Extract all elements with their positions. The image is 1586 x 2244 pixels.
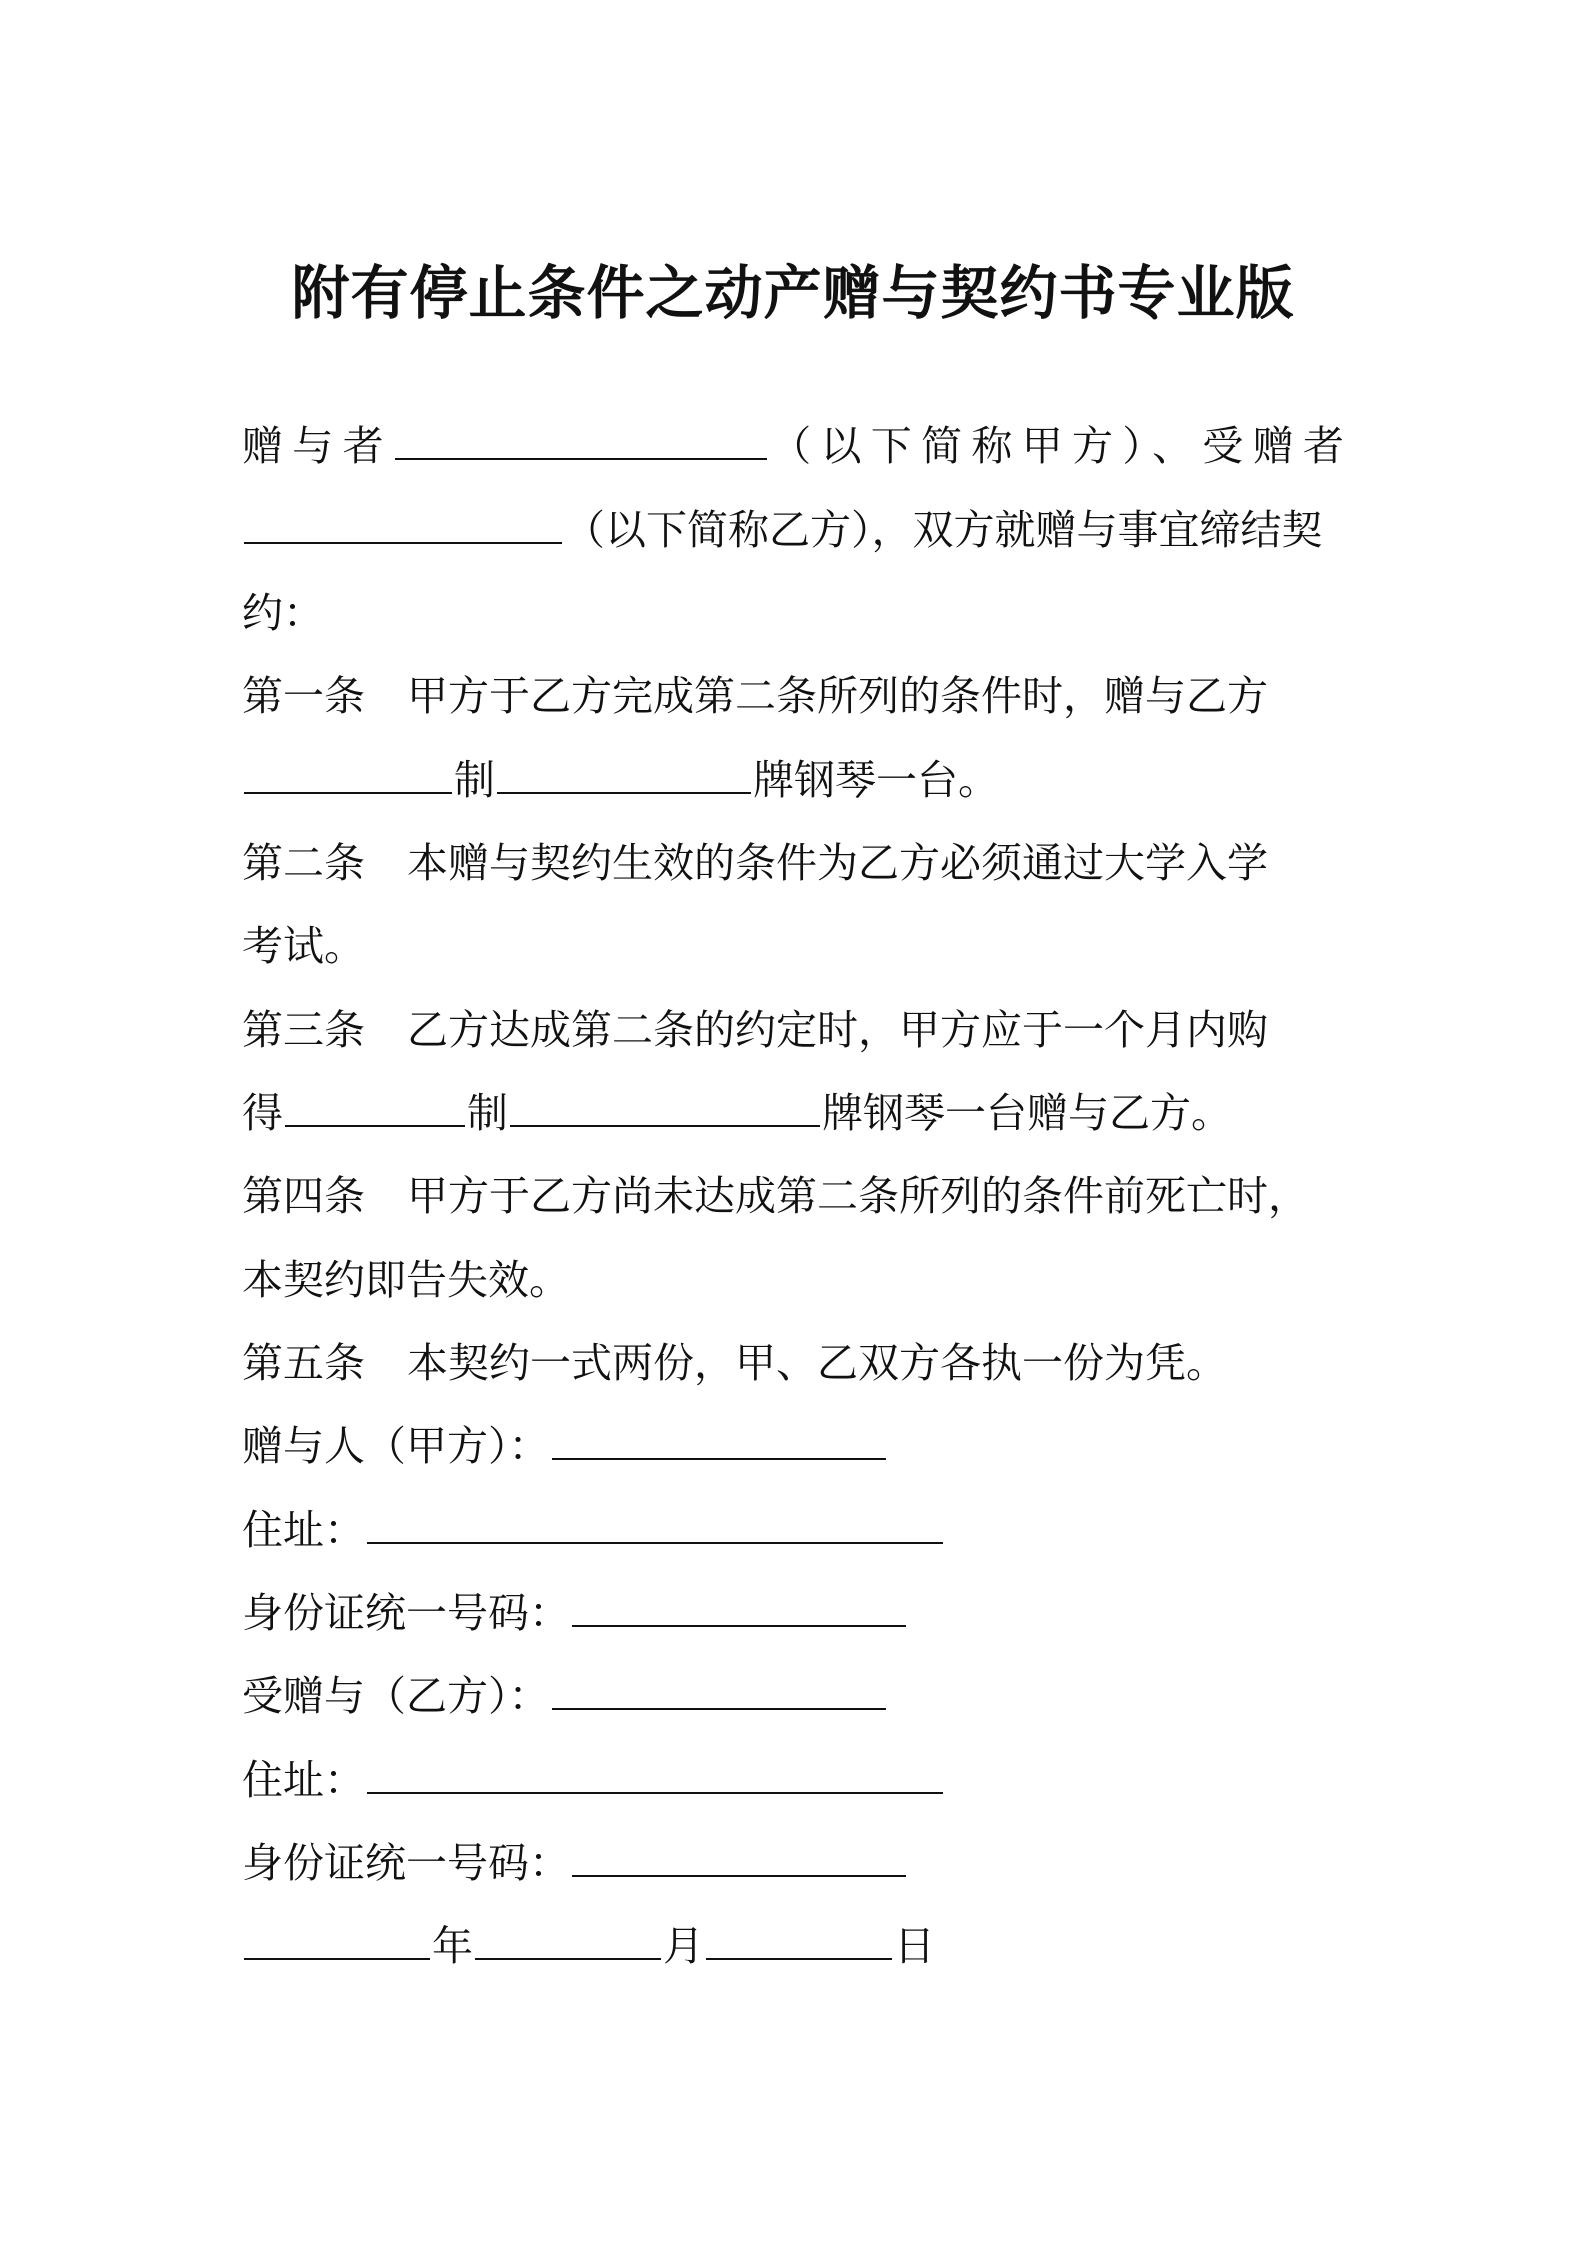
- article-2-line-1: [242, 835, 1352, 891]
- donor-address-blank[interactable]: [367, 1506, 943, 1544]
- document-title: 附有停止条件之动产赠与契约书专业版: [291, 259, 1295, 327]
- donee-address-blank[interactable]: [367, 1756, 943, 1794]
- piano-maker-blank-2[interactable]: [285, 1089, 465, 1127]
- donor-abbreviation: （以下简称甲方）、受赠者: [768, 422, 1353, 470]
- year-blank[interactable]: [244, 1922, 430, 1960]
- article-3-text: 乙方达成第二条的约定时，甲方应于一个月内购: [407, 1006, 1268, 1054]
- donor-id-label: 身份证统一号码：: [242, 1589, 570, 1637]
- intro-line-1: [242, 418, 1352, 474]
- day-label: 日: [894, 1922, 935, 1970]
- piano-brand-blank-2[interactable]: [510, 1089, 820, 1127]
- donee-id-label: 身份证统一号码：: [242, 1839, 570, 1887]
- article-4-line-1: [242, 1168, 1352, 1224]
- donor-address-label: 住址：: [242, 1506, 365, 1554]
- intro-end: 约：: [242, 589, 324, 637]
- intro-line-2: [242, 502, 1352, 558]
- donor-id-blank[interactable]: [572, 1589, 906, 1627]
- article-3-start: 得: [242, 1089, 283, 1137]
- month-blank[interactable]: [475, 1922, 661, 1960]
- donor-name-blank[interactable]: [395, 422, 767, 460]
- year-label: 年: [432, 1922, 473, 1970]
- article-1-made-label: 制: [454, 756, 495, 804]
- donor-id-line: [242, 1585, 1352, 1641]
- donor-label: 赠与者: [242, 422, 393, 470]
- article-3-end: 牌钢琴一台赠与乙方。: [822, 1089, 1232, 1137]
- donee-id-blank[interactable]: [572, 1839, 906, 1877]
- article-1-line-1: [242, 668, 1352, 724]
- donee-address-label: 住址：: [242, 1756, 365, 1804]
- donor-signature-blank[interactable]: [552, 1422, 886, 1460]
- intro-line-3: [242, 585, 1352, 641]
- donor-address-line: [242, 1502, 1352, 1558]
- article-1-text: 甲方于乙方完成第二条所列的条件时，赠与乙方: [407, 672, 1268, 720]
- article-2-text: 本赠与契约生效的条件为乙方必须通过大学入学: [407, 839, 1268, 887]
- date-line: [242, 1918, 1352, 1974]
- piano-brand-blank-1[interactable]: [497, 756, 751, 794]
- article-3-made-label: 制: [467, 1089, 508, 1137]
- article-2-number: 第二条: [242, 839, 365, 887]
- donee-name-blank[interactable]: [244, 506, 562, 544]
- donee-address-line: [242, 1752, 1352, 1808]
- month-label: 月: [663, 1922, 704, 1970]
- article-5-number: 第五条: [242, 1339, 365, 1387]
- article-5-text: 本契约一式两份，甲、乙双方各执一份为凭。: [407, 1339, 1227, 1387]
- article-4-number: 第四条: [242, 1172, 365, 1220]
- donee-abbreviation: （以下简称乙方），双方就赠与事宜缔结契: [564, 506, 1323, 554]
- article-2-line-2: [242, 918, 1352, 974]
- article-4-end: 本契约即告失效。: [242, 1256, 570, 1304]
- donee-signature-label: 受赠与（乙方）：: [242, 1672, 550, 1720]
- article-4-line-2: [242, 1252, 1352, 1308]
- donor-signature-line: [242, 1418, 1352, 1474]
- article-1-line-2: [242, 752, 1352, 808]
- article-1-number: 第一条: [242, 672, 365, 720]
- day-blank[interactable]: [706, 1922, 892, 1960]
- article-1-end: 牌钢琴一台。: [753, 756, 999, 804]
- article-3-line-2: [242, 1085, 1352, 1141]
- article-2-end: 考试。: [242, 922, 365, 970]
- article-4-text: 甲方于乙方尚未达成第二条所列的条件前死亡时，: [407, 1172, 1309, 1220]
- article-5-line-1: [242, 1335, 1352, 1391]
- donee-id-line: [242, 1835, 1352, 1891]
- article-3-number: 第三条: [242, 1006, 365, 1054]
- article-3-line-1: [242, 1002, 1352, 1058]
- donee-signature-blank[interactable]: [552, 1672, 886, 1710]
- piano-maker-blank-1[interactable]: [244, 756, 452, 794]
- donee-signature-line: [242, 1668, 1352, 1724]
- donor-signature-label: 赠与人（甲方）：: [242, 1422, 550, 1470]
